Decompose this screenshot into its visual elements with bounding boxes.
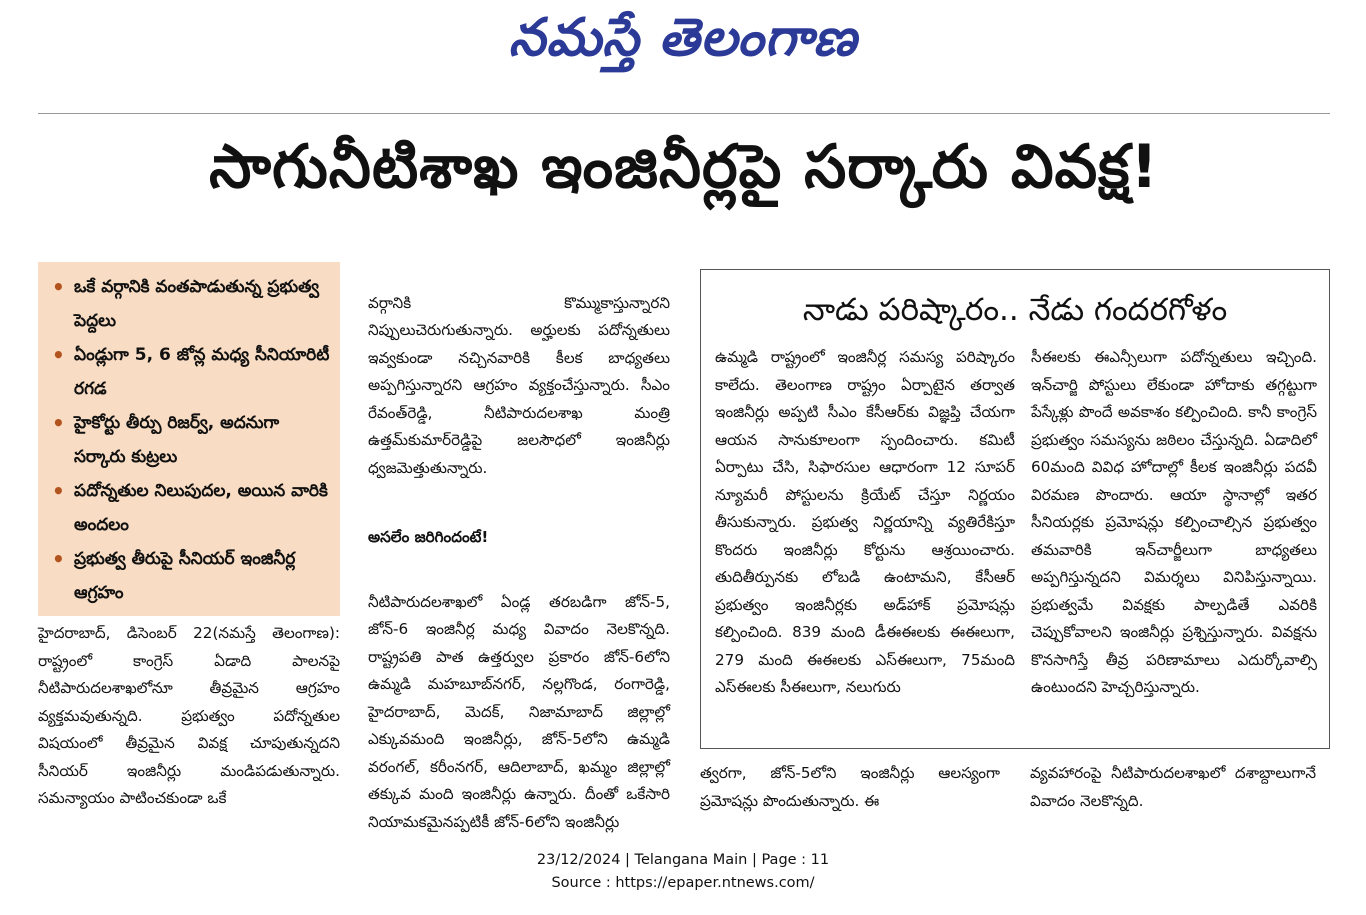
highlight-text: ఏండ్లుగా 5, 6 జోన్ల మధ్య సీనియారిటీ రగడ: [74, 345, 330, 399]
masthead-divider: [38, 113, 1330, 114]
highlight-text: ఒకే వర్గానికి వంతపాడుతున్న ప్రభుత్వ పెద్దలు: [74, 277, 320, 331]
article-column-4: వ్యవహారంపై నీటిపారుదలశాఖలో దశాబ్దాలుగానే వివాదం నెలకొన్నది.: [1030, 764, 1316, 810]
article-column-1: హైదరాబాద్, డిసెంబర్ 22(నమస్తే తెలంగాణ): రాష్ట్రంలో కాంగ్రెస్ ఏడాది పాలనపై నీటిపారుదలశాఖలోనూ తీవ్రమైన ఆగ్రహం వ్యక్తమవుతున్నది. ప్రభుత్వం పదోన్నతుల విషయంలో తీవ్రమైన వివక్ష చూపుతున్నదని సీనియర్ ఇంజినీర్లు మండిపడుతున్నారు. సమన్యాయం పాటించకుండా ఒకే: [38, 624, 340, 807]
footer-date-page: 23/12/2024 | Telangana Main | Page : 11: [536, 852, 830, 868]
footer-source: Source : https://epaper.ntnews.com/: [551, 875, 815, 891]
highlight-text: హైకోర్టు తీర్పు రిజర్వ్, అదనుగా సర్కారు కుట్రలు: [74, 413, 280, 467]
highlight-item: [52, 406, 332, 474]
bullet-icon: •: [52, 343, 65, 367]
article-headline: సాగునీటిశాఖ ఇంజినీర్లపై సర్కారు వివక్ష!: [209, 132, 1159, 202]
highlight-item: [52, 270, 332, 338]
highlights-box: [38, 262, 340, 616]
bullet-icon: •: [52, 479, 65, 503]
bullet-icon: •: [52, 547, 65, 571]
newspaper-masthead: నమస్తే తెలంగాణ: [508, 8, 858, 68]
highlight-item: [52, 542, 332, 610]
sidebar-box-title: నాడు పరిష్కారం.. నేడు గందరగోళం: [802, 292, 1228, 328]
highlight-text: ప్రభుత్వ తీరుపై సీనియర్ ఇంజినీర్ల ఆగ్రహం: [74, 549, 296, 603]
highlight-item: [52, 338, 332, 406]
subheading: అసలేం జరిగిందంటే!: [368, 527, 489, 546]
article-column-3: త్వరగా, జోన్-5లోని ఇంజినీర్లు ఆలస్యంగా ప్రమోషన్లు పొందుతున్నారు. ఈ: [700, 764, 1000, 810]
bullet-icon: •: [52, 411, 65, 435]
bullet-icon: •: [52, 275, 65, 299]
sidebar-box-column-left: ఉమ్మడి రాష్ట్రంలో ఇంజినీర్ల సమస్య పరిష్కారం కాలేదు. తెలంగాణ రాష్ట్రం ఏర్పాటైన తర్వాత ఇంజినీర్లు అప్పటి సీఎం కేసీఆర్‌కు విజ్ఞప్తి చేయగా ఆయన సానుకూలంగా స్పందించారు. కమిటీ ఏర్పాటు చేసి, సిఫారసుల ఆధారంగా 12 సూపర్ న్యూమరీ పోస్టులను క్రియేట్ చేస్తూ నిర్ణయం తీసుకున్నారు. ప్రభుత్వ నిర్ణయాన్ని వ్యతిరేకిస్తూ కొందరు ఇంజినీర్లు కోర్టును ఆశ్రయించారు. తుదితీర్పునకు లోబడి ఉంటామని, కేసీఆర్ ప్రభుత్వం ఇంజినీర్లకు అడ్‌హాక్ ప్రమోషన్లు కల్పించింది. 839 మంది డీఈఈలకు ఈఈలుగా, 279 మంది ఈఈలకు ఎస్‌ఈలుగా, 75మంది ఎస్‌ఈలకు సీఈలుగా, నలుగురు: [715, 348, 1015, 696]
highlight-text: పదోన్నతుల నిలుపుదల, అయిన వారికి అందలం: [74, 481, 328, 535]
sidebar-box: [700, 269, 1330, 749]
column-2-paragraph: వర్గానికి కొమ్ముకాస్తున్నారని నిప్పులుచెరుగుతున్నారు. అర్హులకు పదోన్నతులు ఇవ్వకుండా నచ్చినవారికి కీలక బాధ్యతలు అప్పగిస్తున్నారని ఆగ్రహం వ్యక్తంచేస్తున్నారు. సీఎం రేవంత్‌రెడ్డి, నీటిపారుదలశాఖ మంత్రి ఉత్తమ్‌కుమార్‌రెడ్డిపై జలసౌధలో ఇంజినీర్లు ధ్వజమెత్తుతున్నారు.: [368, 293, 670, 477]
column-2-paragraph: నీటిపారుదలశాఖలో ఏండ్ల తరబడిగా జోన్-5, జోన్-6 ఇంజినీర్ల మధ్య వివాదం నెలకొన్నది. రాష్ట్రపతి పాత ఉత్తర్వుల ప్రకారం జోన్-6లోని ఉమ్మడి మహబూబ్‌నగర్, నల్లగొండ, రంగారెడ్డి, హైదరాబాద్, మెదక్, నిజామాబాద్ జిల్లాల్లో ఎక్కువమంది ఇంజినీర్లు, జోన్-5లోని ఉమ్మడి వరంగల్, కరీంనగర్, ఆదిలాబాద్, ఖమ్మం జిల్లాల్లో తక్కువ మంది ఇంజినీర్లు ఉన్నారు. దీంతో ఒకేసారి నియామకమైనప్పటికీ జోన్-6లోని ఇంజినీర్లు: [368, 592, 670, 831]
sidebar-box-column-right: సీఈలకు ఈఎన్సీలుగా పదోన్నతులు ఇచ్చింది. ఇన్‌చార్జి పోస్టులు లేకుండా హోదాకు తగ్గట్టుగా పేస్కేళ్లు పొందే అవకాశం కల్పించింది. కానీ కాంగ్రెస్ ప్రభుత్వం సమస్యను జఠిలం చేస్తున్నది. ఏడాదిలో 60మంది వివిధ హోదాల్లో కీలక ఇంజినీర్లు పదవీ విరమణ పొందారు. ఆయా స్థానాల్లో ఇతర సీనియర్లకు ప్రమోషన్లు కల్పించాల్సిన ప్రభుత్వం తమవారికి ఇన్‌చార్జీలుగా బాధ్యతలు అప్పగిస్తున్నదని విమర్శలు వినిపిస్తున్నాయి. ప్రభుత్వమే వివక్షకు పాల్పడితే ఎవరికి చెప్పుకోవాలని ఇంజినీర్లు ప్రశ్నిస్తున్నారు. వివక్షను కొనసాగిస్తే తీవ్ర పరిణామాలు ఎదుర్కోవాల్సి ఉంటుందని హెచ్చరిస్తున్నారు.: [1031, 348, 1317, 696]
highlight-item: [52, 474, 332, 542]
article-column-2: [368, 262, 670, 864]
